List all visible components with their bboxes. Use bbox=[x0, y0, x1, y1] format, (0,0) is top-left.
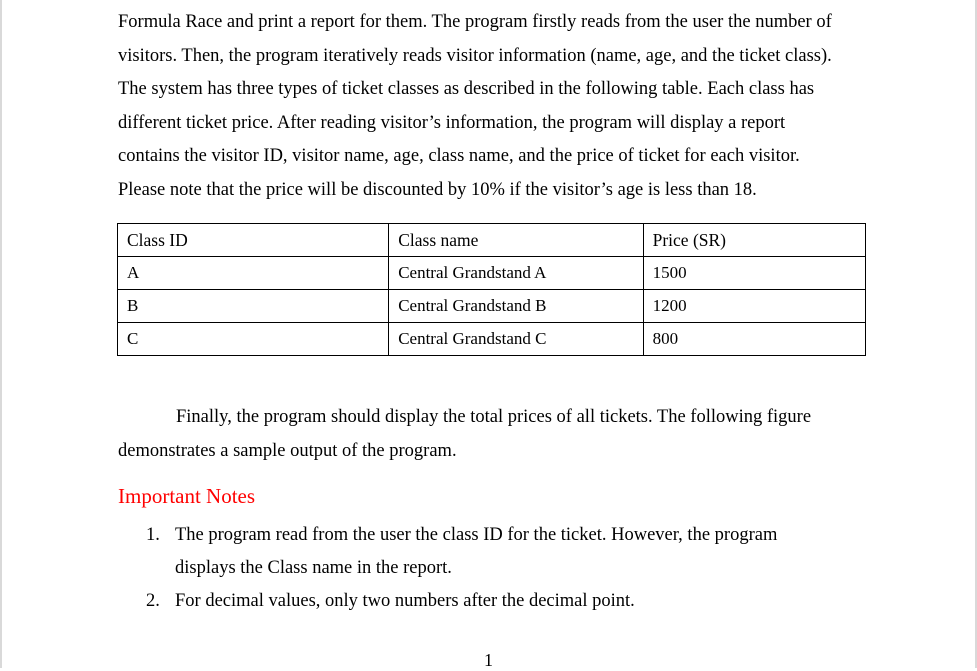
page-edge-left bbox=[0, 0, 2, 668]
cell-price: 1200 bbox=[643, 290, 865, 323]
page-number: 1 bbox=[484, 650, 493, 670]
table-row bbox=[118, 257, 866, 290]
ticket-class-table bbox=[117, 223, 866, 356]
table-header-row bbox=[118, 224, 866, 257]
header-class-id: Class ID bbox=[118, 224, 389, 257]
note-number: 1. bbox=[146, 525, 160, 545]
intro-line: Formula Race and print a report for them. The program firstly reads from the user the number of bbox=[118, 12, 832, 32]
cell-class-name: Central Grandstand B bbox=[389, 290, 643, 323]
intro-line: visitors. Then, the program iteratively reads visitor information (name, age, and the ticket class). bbox=[118, 45, 832, 66]
note-line: The program read from the user the class ID for the ticket. However, the program bbox=[175, 525, 778, 545]
note-line: displays the Class name in the report. bbox=[175, 558, 452, 578]
intro-line: The system has three types of ticket classes as described in the following table. Each class has bbox=[118, 79, 815, 99]
intro-line: different ticket price. After reading visitor’s information, the program will display a report bbox=[118, 112, 786, 133]
intro-line: Please note that the price will be discounted by 10% if the visitor’s age is less than 18. bbox=[118, 179, 757, 200]
cell-class-id: B bbox=[118, 290, 389, 323]
header-price: Price (SR) bbox=[643, 224, 865, 257]
note-number: 2. bbox=[146, 591, 160, 611]
final-line: Finally, the program should display the total prices of all tickets. The following figure bbox=[176, 407, 812, 427]
cell-class-name: Central Grandstand A bbox=[389, 257, 643, 290]
cell-class-id: C bbox=[118, 323, 389, 356]
cell-class-name: Central Grandstand C bbox=[389, 323, 643, 356]
cell-price: 800 bbox=[643, 323, 865, 356]
note-item bbox=[146, 585, 635, 618]
header-class-name: Class name bbox=[389, 224, 643, 257]
important-notes-heading: Important Notes bbox=[118, 484, 256, 508]
cell-class-id: A bbox=[118, 257, 389, 290]
note-line: For decimal values, only two numbers after the decimal point. bbox=[175, 591, 635, 611]
table-row bbox=[118, 323, 866, 356]
intro-line: contains the visitor ID, visitor name, age, class name, and the price of ticket for each visitor. bbox=[118, 146, 800, 166]
intro-paragraph bbox=[118, 6, 878, 207]
note-item bbox=[146, 519, 777, 585]
table-row bbox=[118, 290, 866, 323]
cell-price: 1500 bbox=[643, 257, 865, 290]
final-paragraph bbox=[118, 401, 878, 468]
final-line: demonstrates a sample output of the program. bbox=[118, 440, 457, 461]
